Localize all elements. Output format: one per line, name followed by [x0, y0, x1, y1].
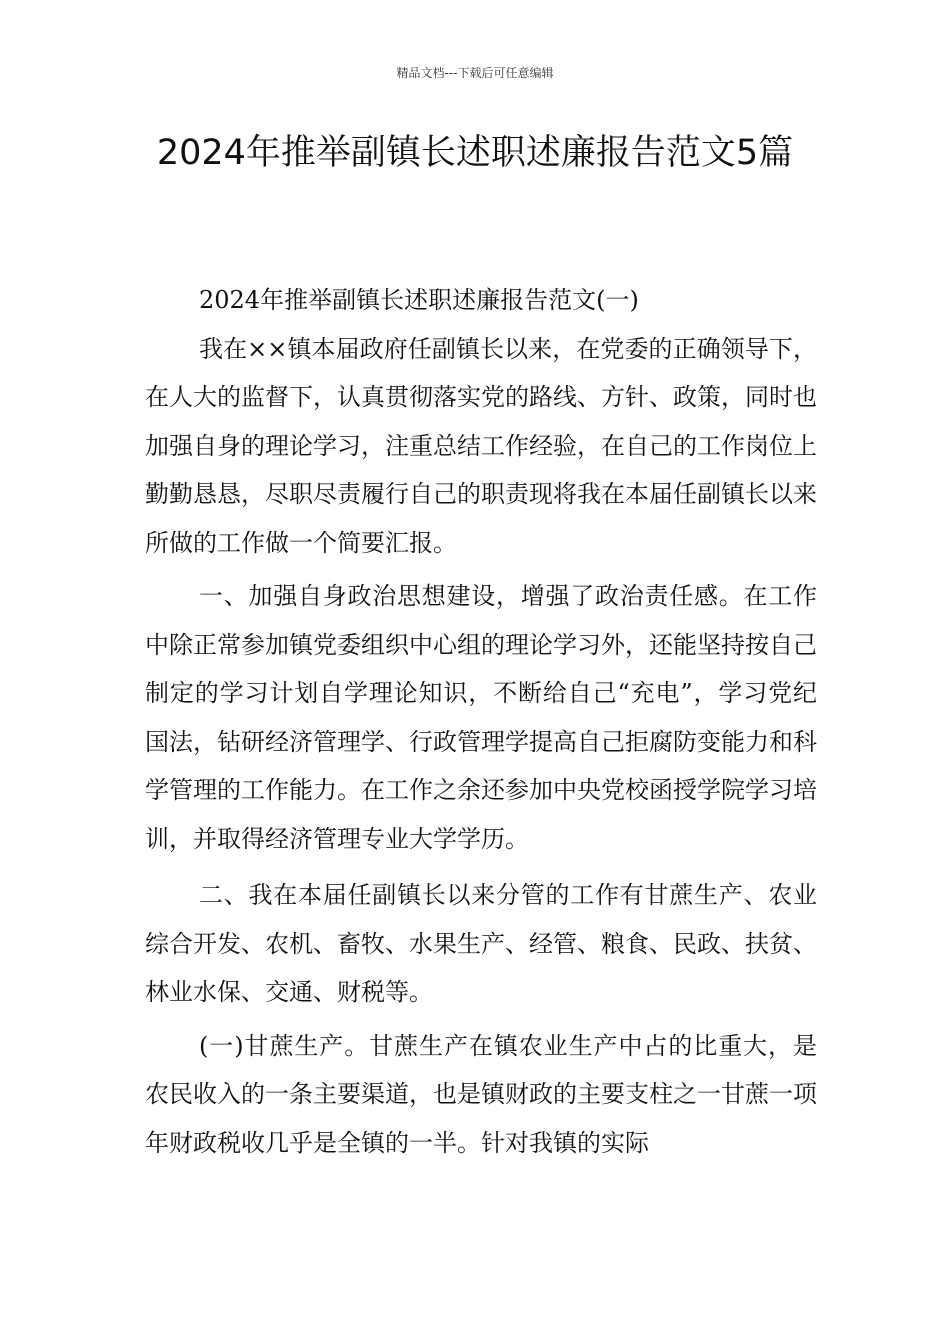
document-title: 2024年推举副镇长述职述廉报告范文5篇 [156, 133, 794, 173]
document-body [145, 276, 817, 1167]
section-heading: 2024年推举副镇长述职述廉报告范文(一) [199, 286, 639, 314]
paragraph: 我在××镇本届政府任副镇长以来，在党委的正确领导下，在人大的监督下，认真贯彻落实党的路线、方针、政策，同时也加强自身的理论学习，注重总结工作经验，在自己的工作岗位上勤勤恳恳，尽职尽责履行自己的职责现将我在本届任副镇长以来所做的工作做一个简要汇报。 [145, 334, 817, 557]
paragraph: 二、我在本届任副镇长以来分管的工作有甘蔗生产、农业综合开发、农机、畜牧、水果生产、经管、粮食、民政、扶贫、林业水保、交通、财税等。 [145, 881, 817, 1006]
paragraph: 一、加强自身政治思想建设，增强了政治责任感。在工作中除正常参加镇党委组织中心组的理论学习外，还能坚持按自己制定的学习计划自学理论知识，不断给自己“充电”，学习党纪国法，钻研经济管理学、行政管理学提高自己拒腐防变能力和科学管理的工作能力。在工作之余还参加中央党校函授学院学习培训，并取得经济管理专业大学学历。 [145, 582, 817, 853]
header-note: 精品文档---下载后可任意编辑 [396, 66, 554, 80]
paragraph: (一)甘蔗生产。甘蔗生产在镇农业生产中占的比重大，是农民收入的一条主要渠道，也是镇财政的主要支柱之一甘蔗一项年财政税收几乎是全镇的一半。针对我镇的实际 [145, 1031, 817, 1157]
